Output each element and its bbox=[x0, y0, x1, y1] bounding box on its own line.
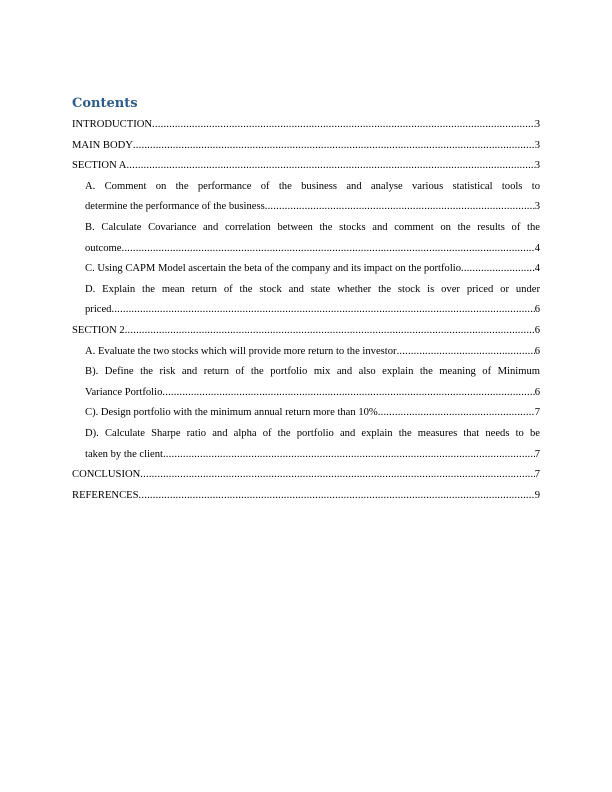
toc-list bbox=[72, 115, 540, 506]
toc-page-number: 7 bbox=[534, 448, 540, 460]
toc-entry-title: SECTION A bbox=[72, 160, 127, 172]
toc-entry[interactable] bbox=[72, 156, 540, 177]
toc-entry-text-line: B. Calculate Covariance and correlation between the stocks and comment on the results of the bbox=[85, 221, 540, 233]
toc-entry-title: taken by the client bbox=[85, 448, 163, 460]
toc-page-number: 6 bbox=[534, 345, 540, 357]
toc-entry-line bbox=[85, 259, 540, 280]
toc-entry[interactable] bbox=[72, 465, 540, 486]
toc-entry[interactable] bbox=[72, 115, 540, 136]
toc-entry[interactable] bbox=[72, 321, 540, 342]
dot-leader bbox=[111, 300, 534, 321]
toc-entry-line bbox=[72, 156, 540, 177]
toc-entry-title: outcome bbox=[85, 242, 122, 254]
dot-leader bbox=[397, 342, 535, 363]
toc-entry-line bbox=[72, 136, 540, 157]
toc-entry-title: SECTION 2 bbox=[72, 324, 125, 336]
toc-entry-line bbox=[85, 383, 540, 404]
dot-leader bbox=[139, 486, 535, 507]
toc-entry-title: determine the performance of the business bbox=[85, 201, 265, 213]
toc-entry-title: priced bbox=[85, 304, 112, 316]
toc-page-number: 9 bbox=[534, 489, 540, 501]
toc-heading: Contents bbox=[72, 96, 138, 111]
dot-leader bbox=[125, 321, 535, 342]
toc-page-number: 3 bbox=[534, 139, 540, 151]
toc-entry[interactable] bbox=[72, 218, 540, 259]
toc-entry-line bbox=[85, 403, 540, 424]
toc-entry[interactable] bbox=[72, 486, 540, 507]
toc-entry-line bbox=[85, 197, 540, 218]
toc-entry-title: Variance Portfolio bbox=[85, 386, 163, 398]
toc-page-number: 6 bbox=[534, 324, 540, 336]
dot-leader bbox=[378, 403, 535, 424]
toc-page-number: 7 bbox=[534, 407, 540, 419]
toc-entry-text-line: B). Define the risk and return of the portfolio mix and also explain the meaning of Minimum bbox=[85, 366, 540, 378]
dot-leader bbox=[152, 115, 535, 136]
toc-entry[interactable] bbox=[72, 342, 540, 363]
toc-entry-text-line: D). Calculate Sharpe ratio and alpha of the portfolio and explain the measures that needs to be bbox=[85, 427, 540, 439]
toc-entry-line bbox=[72, 115, 540, 136]
dot-leader bbox=[163, 445, 535, 466]
toc-entry[interactable] bbox=[72, 280, 540, 321]
dot-leader bbox=[162, 383, 534, 404]
toc-page-number: 6 bbox=[534, 304, 540, 316]
dot-leader bbox=[133, 136, 535, 157]
toc-entry[interactable] bbox=[72, 177, 540, 218]
toc-entry[interactable] bbox=[72, 424, 540, 465]
toc-entry-line bbox=[72, 486, 540, 507]
toc-entry-text-line: D. Explain the mean return of the stock and state whether the stock is over priced or under bbox=[85, 283, 540, 295]
toc-entry-title: MAIN BODY bbox=[72, 139, 133, 151]
toc-entry-title: C). Design portfolio with the minimum annual return more than 10% bbox=[85, 407, 378, 419]
dot-leader bbox=[121, 239, 534, 260]
toc-page-number: 4 bbox=[534, 242, 540, 254]
toc-page-number: 3 bbox=[534, 201, 540, 213]
toc-entry-title: INTRODUCTION bbox=[72, 119, 153, 130]
dot-leader bbox=[126, 156, 534, 177]
document-page bbox=[72, 95, 540, 506]
toc-entry-line bbox=[85, 342, 540, 363]
toc-page-number: 4 bbox=[534, 263, 540, 275]
toc-entry[interactable] bbox=[72, 403, 540, 424]
dot-leader bbox=[461, 259, 535, 280]
toc-page-number: 7 bbox=[534, 469, 540, 481]
toc-entry-line bbox=[72, 465, 540, 486]
toc-entry-line bbox=[85, 300, 540, 321]
toc-entry-title: C. Using CAPM Model ascertain the beta of the company and its impact on the portfolio bbox=[85, 263, 462, 275]
toc-entry-title: A. Evaluate the two stocks which will provide more return to the investor bbox=[85, 345, 397, 357]
dot-leader bbox=[265, 197, 535, 218]
toc-entry[interactable] bbox=[72, 136, 540, 157]
toc-entry-title: REFERENCES bbox=[72, 489, 139, 501]
toc-entry-line bbox=[85, 239, 540, 260]
toc-entry-line bbox=[85, 445, 540, 466]
toc-entry-text-line: A. Comment on the performance of the business and analyse various statistical tools to bbox=[85, 180, 540, 192]
toc-entry[interactable] bbox=[72, 362, 540, 403]
toc-entry-line bbox=[72, 321, 540, 342]
toc-page-number: 6 bbox=[534, 386, 540, 398]
toc-page-number: 3 bbox=[534, 160, 540, 172]
toc-entry-title: CONCLUSION bbox=[72, 469, 141, 481]
toc-entry[interactable] bbox=[72, 259, 540, 280]
toc-page-number: 3 bbox=[534, 119, 540, 130]
dot-leader bbox=[140, 465, 534, 486]
